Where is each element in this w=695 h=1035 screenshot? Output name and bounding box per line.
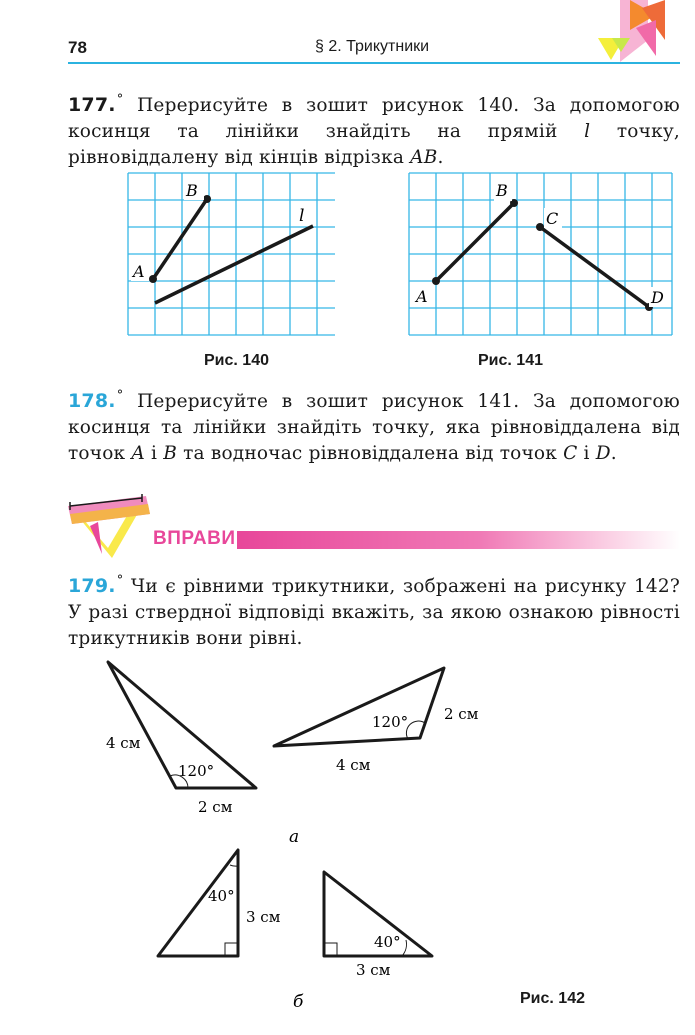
tri3-angle: 40°	[208, 887, 235, 905]
task-177	[68, 87, 680, 171]
task-text: точку, рівновіддалену від кінців відрізка	[68, 121, 680, 168]
task-text: Перерисуйте в зошит рисунок 141. За допомогою косинця та лінійки знайдіть точку, яка рівновіддалена від точок	[68, 391, 680, 464]
tri4-angle: 40°	[374, 933, 401, 951]
label-a: A	[133, 262, 145, 281]
task-text: і	[577, 443, 596, 464]
task-text: Чи є рівними трикутники, зображені на рисунку 142? У разі ствердної відповіді вкажіть, за якою ознакою рівності трикутників вони рівні.	[68, 576, 680, 649]
tri1-side-short: 2 см	[198, 798, 233, 816]
task-178	[68, 383, 680, 467]
ruler-triangle-icon	[62, 492, 157, 564]
segment-cd	[540, 227, 649, 307]
corner-triangles-icon	[590, 0, 690, 70]
figure-140-caption: Рис. 140	[204, 352, 269, 369]
segment-ab	[153, 199, 207, 279]
label-c: C	[546, 209, 559, 228]
label-d: D	[651, 288, 664, 307]
tri1-side-long: 4 см	[106, 734, 141, 752]
point-b	[203, 195, 211, 203]
degree-mark: °	[116, 92, 124, 107]
segment-ab	[436, 203, 514, 281]
figure-140	[125, 170, 340, 340]
label-b: B	[186, 181, 198, 200]
label-b: B	[496, 181, 508, 200]
math-var: C	[563, 443, 578, 464]
point-c	[536, 223, 544, 231]
math-var: B	[163, 443, 178, 464]
task-text: і	[144, 443, 164, 464]
label-a: A	[416, 287, 428, 306]
task-number: 178.	[68, 390, 116, 412]
figure-142	[80, 650, 600, 1030]
task-text: та водночас рівновіддалена від точок	[177, 443, 564, 464]
tri1-angle: 120°	[178, 762, 215, 780]
part-a-label: а	[289, 827, 300, 847]
task-number: 177.	[68, 94, 116, 116]
tri3-side: 3 см	[246, 908, 281, 926]
tri4-side: 3 см	[356, 961, 391, 979]
line-l	[155, 226, 313, 303]
task-text: .	[437, 147, 444, 168]
task-text: Перерисуйте в зошит рисунок 140. За допомогою косинця та лінійки знайдіть на прямій	[68, 95, 680, 142]
task-number: 179.	[68, 575, 116, 597]
exercises-bar	[237, 531, 680, 549]
task-179	[68, 568, 680, 652]
section-title: § 2. Трикутники	[315, 38, 430, 55]
tri2-side-short: 2 см	[444, 705, 479, 723]
math-var: l	[584, 121, 591, 142]
math-var: D	[595, 443, 611, 464]
point-a	[432, 277, 440, 285]
figure-141-caption: Рис. 141	[478, 352, 543, 369]
triangle-2	[274, 668, 444, 746]
degree-mark: °	[116, 573, 124, 588]
task-text: .	[610, 443, 617, 464]
exercises-title: ВПРАВИ	[153, 528, 236, 549]
degree-mark: °	[116, 388, 124, 403]
header-divider	[68, 62, 680, 64]
math-var: A	[131, 443, 145, 464]
point-a	[149, 275, 157, 283]
figure-142-caption: Рис. 142	[520, 990, 585, 1007]
tri2-angle: 120°	[372, 713, 409, 731]
tri2-side-long: 4 см	[336, 756, 371, 774]
figure-141	[406, 170, 676, 340]
page-number: 78	[68, 38, 87, 57]
label-l: l	[299, 206, 305, 226]
math-var: AB	[410, 147, 438, 168]
part-b-label: б	[293, 992, 304, 1012]
